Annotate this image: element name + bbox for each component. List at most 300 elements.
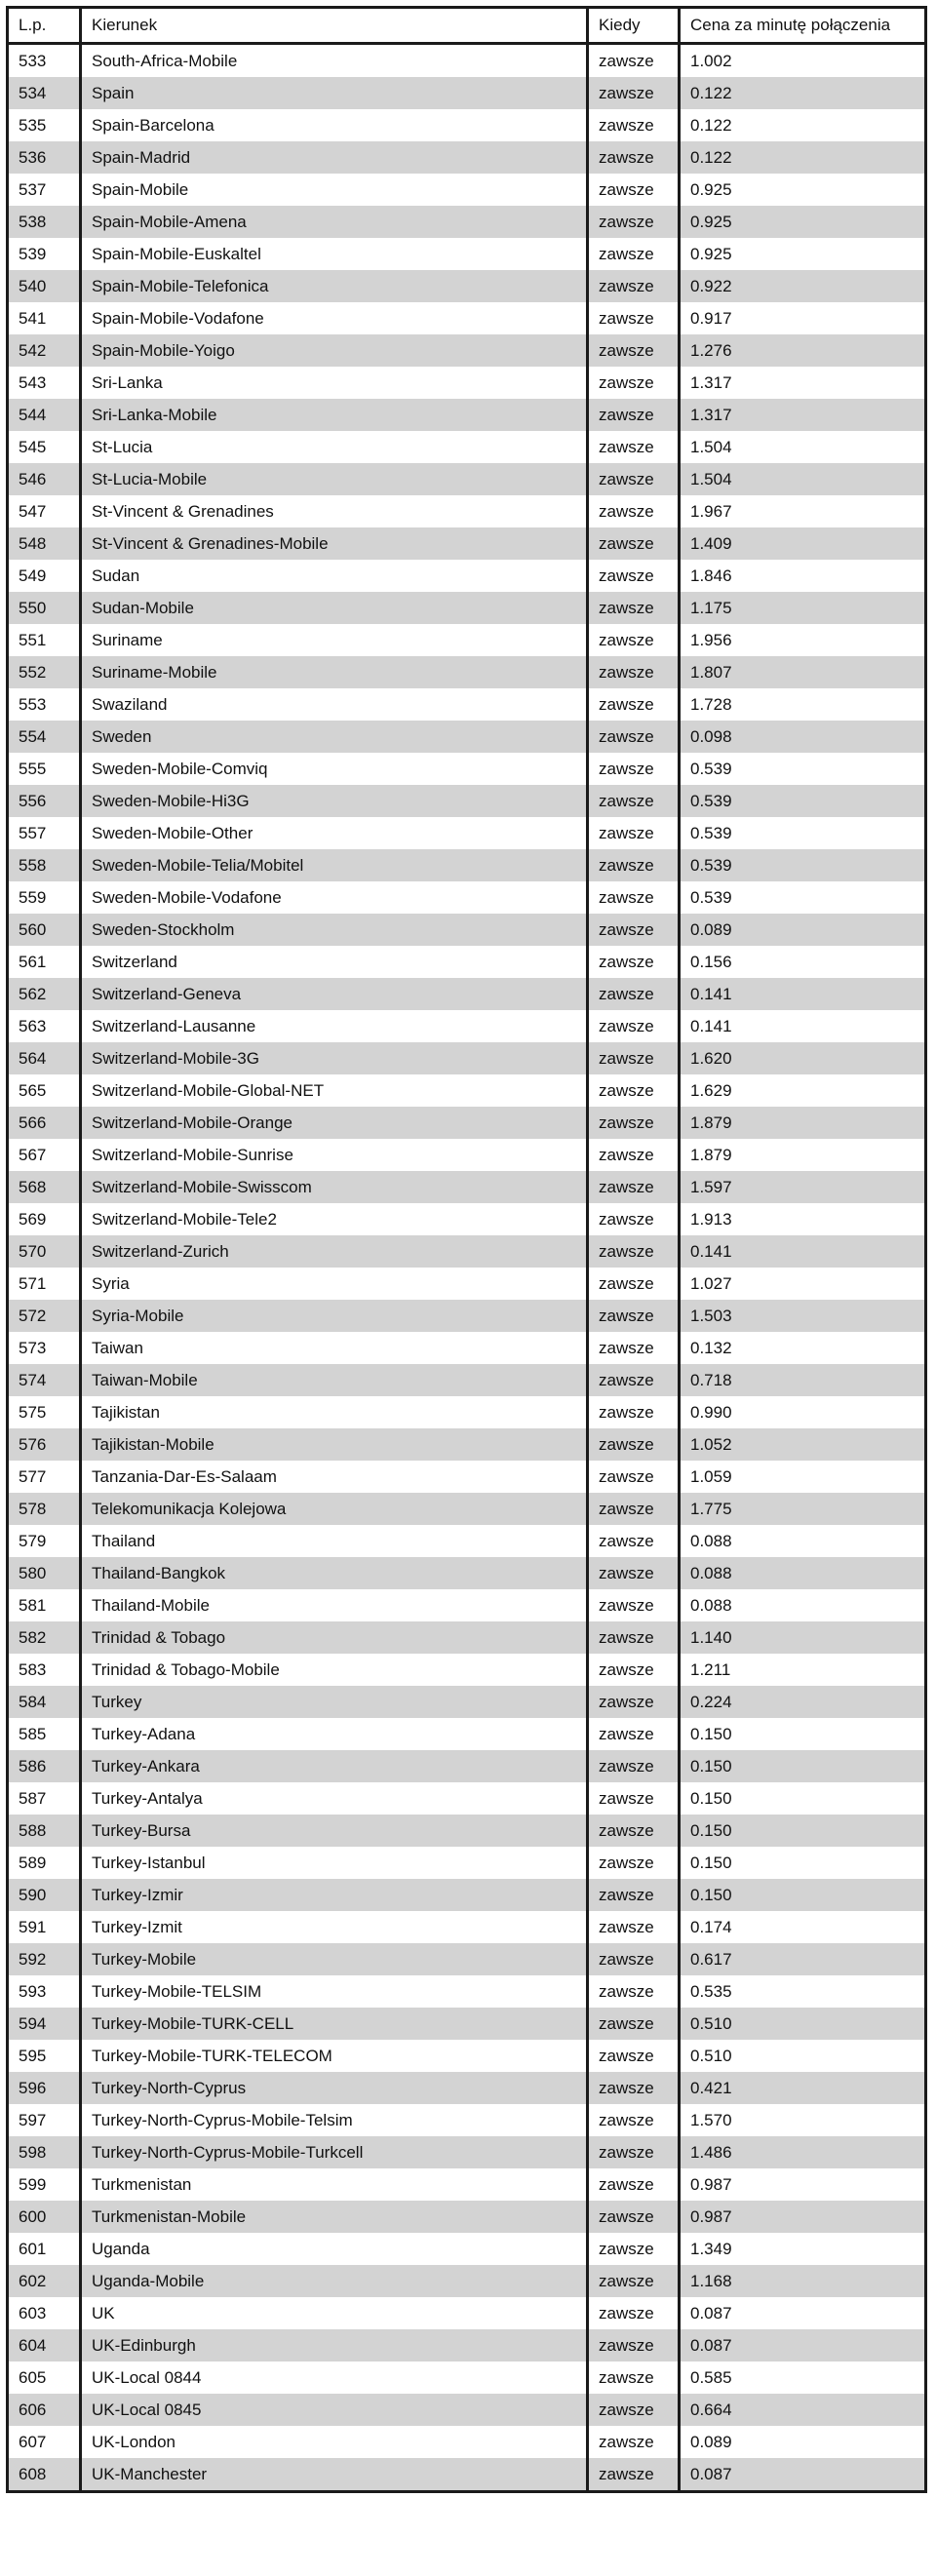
table-row (8, 2168, 926, 2201)
table-row (8, 1750, 926, 1782)
cell-lp: 574 (8, 1364, 81, 1396)
cell-lp: 579 (8, 1525, 81, 1557)
cell-when: zawsze (588, 334, 680, 367)
cell-when: zawsze (588, 1557, 680, 1589)
cell-price: 1.175 (680, 592, 926, 624)
cell-price: 0.539 (680, 881, 926, 914)
cell-direction: Switzerland-Mobile-3G (81, 1042, 588, 1074)
table-header (8, 8, 926, 44)
cell-direction: St-Lucia-Mobile (81, 463, 588, 495)
cell-lp: 592 (8, 1943, 81, 1975)
cell-lp: 552 (8, 656, 81, 688)
cell-price: 1.059 (680, 1461, 926, 1493)
table-row (8, 334, 926, 367)
cell-price: 1.052 (680, 1428, 926, 1461)
cell-direction: Sri-Lanka-Mobile (81, 399, 588, 431)
cell-lp: 535 (8, 109, 81, 141)
table-row (8, 656, 926, 688)
cell-price: 1.620 (680, 1042, 926, 1074)
cell-when: zawsze (588, 2361, 680, 2394)
table-row (8, 1975, 926, 2008)
cell-lp: 566 (8, 1107, 81, 1139)
cell-price: 1.211 (680, 1654, 926, 1686)
cell-lp: 581 (8, 1589, 81, 1621)
cell-when: zawsze (588, 1975, 680, 2008)
cell-direction: Spain-Barcelona (81, 109, 588, 141)
cell-when: zawsze (588, 1525, 680, 1557)
table-row (8, 1396, 926, 1428)
cell-direction: Spain-Mobile-Telefonica (81, 270, 588, 302)
cell-price: 0.585 (680, 2361, 926, 2394)
cell-price: 0.150 (680, 1879, 926, 1911)
cell-lp: 553 (8, 688, 81, 721)
cell-when: zawsze (588, 495, 680, 527)
cell-lp: 569 (8, 1203, 81, 1235)
table-row (8, 141, 926, 174)
cell-when: zawsze (588, 753, 680, 785)
cell-price: 0.664 (680, 2394, 926, 2426)
cell-direction: Turkey-Mobile-TURK-CELL (81, 2008, 588, 2040)
cell-when: zawsze (588, 914, 680, 946)
cell-price: 1.504 (680, 463, 926, 495)
cell-price: 0.098 (680, 721, 926, 753)
cell-when: zawsze (588, 1879, 680, 1911)
cell-price: 0.156 (680, 946, 926, 978)
cell-price: 1.879 (680, 1139, 926, 1171)
cell-direction: Spain-Mobile-Amena (81, 206, 588, 238)
cell-when: zawsze (588, 2040, 680, 2072)
cell-when: zawsze (588, 1203, 680, 1235)
cell-when: zawsze (588, 44, 680, 78)
cell-price: 1.597 (680, 1171, 926, 1203)
cell-lp: 587 (8, 1782, 81, 1815)
table-row (8, 1300, 926, 1332)
cell-price: 1.913 (680, 1203, 926, 1235)
cell-price: 0.122 (680, 109, 926, 141)
cell-price: 0.174 (680, 1911, 926, 1943)
cell-lp: 559 (8, 881, 81, 914)
cell-lp: 568 (8, 1171, 81, 1203)
cell-price: 1.317 (680, 367, 926, 399)
cell-when: zawsze (588, 1589, 680, 1621)
cell-direction: Turkey-Mobile-TELSIM (81, 1975, 588, 2008)
table-row (8, 77, 926, 109)
rates-table (6, 6, 927, 2493)
cell-when: zawsze (588, 2136, 680, 2168)
cell-when: zawsze (588, 1686, 680, 1718)
table-row (8, 463, 926, 495)
cell-price: 1.775 (680, 1493, 926, 1525)
cell-direction: South-Africa-Mobile (81, 44, 588, 78)
cell-lp: 565 (8, 1074, 81, 1107)
cell-when: zawsze (588, 431, 680, 463)
cell-direction: Sweden-Mobile-Telia/Mobitel (81, 849, 588, 881)
cell-when: zawsze (588, 527, 680, 560)
cell-direction: Switzerland-Mobile-Global-NET (81, 1074, 588, 1107)
cell-direction: Thailand (81, 1525, 588, 1557)
cell-when: zawsze (588, 656, 680, 688)
cell-price: 0.925 (680, 206, 926, 238)
cell-price: 1.486 (680, 2136, 926, 2168)
cell-lp: 607 (8, 2426, 81, 2458)
cell-price: 0.088 (680, 1589, 926, 1621)
cell-lp: 534 (8, 77, 81, 109)
cell-direction: Turkey-Ankara (81, 1750, 588, 1782)
cell-direction: Telekomunikacja Kolejowa (81, 1493, 588, 1525)
cell-lp: 580 (8, 1557, 81, 1589)
cell-direction: UK-Manchester (81, 2458, 588, 2492)
cell-direction: Turkey-Mobile-TURK-TELECOM (81, 2040, 588, 2072)
cell-when: zawsze (588, 1943, 680, 1975)
cell-lp: 537 (8, 174, 81, 206)
cell-when: zawsze (588, 238, 680, 270)
table-row (8, 238, 926, 270)
cell-price: 0.089 (680, 2426, 926, 2458)
cell-when: zawsze (588, 1010, 680, 1042)
cell-price: 0.150 (680, 1750, 926, 1782)
cell-price: 0.132 (680, 1332, 926, 1364)
cell-price: 0.917 (680, 302, 926, 334)
cell-lp: 591 (8, 1911, 81, 1943)
table-row (8, 817, 926, 849)
cell-lp: 572 (8, 1300, 81, 1332)
cell-direction: UK-Edinburgh (81, 2329, 588, 2361)
table-row (8, 2104, 926, 2136)
header-row (8, 8, 926, 44)
table-row (8, 1557, 926, 1589)
cell-price: 1.807 (680, 656, 926, 688)
cell-when: zawsze (588, 2233, 680, 2265)
cell-when: zawsze (588, 1074, 680, 1107)
cell-when: zawsze (588, 1396, 680, 1428)
cell-price: 0.922 (680, 270, 926, 302)
cell-direction: Spain-Mobile-Euskaltel (81, 238, 588, 270)
cell-price: 0.510 (680, 2008, 926, 2040)
cell-when: zawsze (588, 624, 680, 656)
cell-price: 0.150 (680, 1782, 926, 1815)
cell-when: zawsze (588, 2297, 680, 2329)
table-row (8, 946, 926, 978)
cell-lp: 590 (8, 1879, 81, 1911)
table-row (8, 2040, 926, 2072)
table-row (8, 2072, 926, 2104)
cell-when: zawsze (588, 1718, 680, 1750)
cell-lp: 556 (8, 785, 81, 817)
cell-when: zawsze (588, 367, 680, 399)
cell-price: 0.539 (680, 785, 926, 817)
table-row (8, 849, 926, 881)
cell-direction: Sri-Lanka (81, 367, 588, 399)
cell-lp: 599 (8, 2168, 81, 2201)
cell-when: zawsze (588, 1815, 680, 1847)
cell-lp: 576 (8, 1428, 81, 1461)
cell-when: zawsze (588, 2008, 680, 2040)
cell-price: 1.503 (680, 1300, 926, 1332)
cell-direction: Turkmenistan-Mobile (81, 2201, 588, 2233)
table-row (8, 1943, 926, 1975)
table-row (8, 302, 926, 334)
cell-price: 1.276 (680, 334, 926, 367)
cell-lp: 561 (8, 946, 81, 978)
cell-price: 0.718 (680, 1364, 926, 1396)
cell-direction: Spain-Mobile-Yoigo (81, 334, 588, 367)
cell-when: zawsze (588, 302, 680, 334)
cell-when: zawsze (588, 2072, 680, 2104)
cell-price: 1.967 (680, 495, 926, 527)
cell-lp: 598 (8, 2136, 81, 2168)
cell-direction: Sudan (81, 560, 588, 592)
cell-price: 0.535 (680, 1975, 926, 2008)
cell-when: zawsze (588, 1268, 680, 1300)
cell-price: 1.846 (680, 560, 926, 592)
cell-when: zawsze (588, 1107, 680, 1139)
cell-price: 0.421 (680, 2072, 926, 2104)
cell-direction: Taiwan (81, 1332, 588, 1364)
cell-when: zawsze (588, 721, 680, 753)
cell-when: zawsze (588, 1654, 680, 1686)
cell-direction: Uganda (81, 2233, 588, 2265)
cell-direction: Turkey-North-Cyprus (81, 2072, 588, 2104)
table-row (8, 2361, 926, 2394)
cell-direction: UK (81, 2297, 588, 2329)
table-row (8, 367, 926, 399)
cell-price: 0.150 (680, 1847, 926, 1879)
cell-direction: Switzerland-Geneva (81, 978, 588, 1010)
cell-direction: UK-London (81, 2426, 588, 2458)
cell-direction: Turkmenistan (81, 2168, 588, 2201)
cell-when: zawsze (588, 881, 680, 914)
cell-when: zawsze (588, 2104, 680, 2136)
cell-lp: 550 (8, 592, 81, 624)
cell-when: zawsze (588, 1493, 680, 1525)
cell-price: 1.140 (680, 1621, 926, 1654)
cell-lp: 602 (8, 2265, 81, 2297)
cell-price: 1.168 (680, 2265, 926, 2297)
cell-price: 0.150 (680, 1718, 926, 1750)
cell-lp: 597 (8, 2104, 81, 2136)
cell-direction: Suriname (81, 624, 588, 656)
cell-direction: Tajikistan-Mobile (81, 1428, 588, 1461)
cell-price: 1.728 (680, 688, 926, 721)
cell-lp: 589 (8, 1847, 81, 1879)
cell-direction: Thailand-Mobile (81, 1589, 588, 1621)
cell-lp: 593 (8, 1975, 81, 2008)
cell-price: 1.002 (680, 44, 926, 78)
cell-direction: Switzerland-Mobile-Swisscom (81, 1171, 588, 1203)
cell-direction: Sudan-Mobile (81, 592, 588, 624)
table-row (8, 2458, 926, 2492)
cell-when: zawsze (588, 1750, 680, 1782)
cell-lp: 596 (8, 2072, 81, 2104)
cell-when: zawsze (588, 1621, 680, 1654)
cell-direction: St-Vincent & Grenadines-Mobile (81, 527, 588, 560)
table-row (8, 1847, 926, 1879)
cell-lp: 600 (8, 2201, 81, 2233)
cell-price: 0.987 (680, 2168, 926, 2201)
cell-when: zawsze (588, 1461, 680, 1493)
cell-lp: 603 (8, 2297, 81, 2329)
cell-direction: Switzerland-Mobile-Tele2 (81, 1203, 588, 1235)
cell-lp: 560 (8, 914, 81, 946)
cell-when: zawsze (588, 1428, 680, 1461)
table-row (8, 109, 926, 141)
cell-lp: 555 (8, 753, 81, 785)
cell-price: 0.990 (680, 1396, 926, 1428)
header-when: Kiedy (588, 8, 680, 44)
cell-when: zawsze (588, 1332, 680, 1364)
cell-lp: 539 (8, 238, 81, 270)
table-row (8, 1686, 926, 1718)
table-row (8, 688, 926, 721)
cell-direction: Spain-Madrid (81, 141, 588, 174)
table-row (8, 1139, 926, 1171)
cell-lp: 547 (8, 495, 81, 527)
table-row (8, 1332, 926, 1364)
cell-price: 0.150 (680, 1815, 926, 1847)
cell-lp: 585 (8, 1718, 81, 1750)
cell-price: 1.317 (680, 399, 926, 431)
table-row (8, 2329, 926, 2361)
cell-lp: 543 (8, 367, 81, 399)
cell-direction: Turkey-North-Cyprus-Mobile-Turkcell (81, 2136, 588, 2168)
cell-lp: 595 (8, 2040, 81, 2072)
cell-lp: 578 (8, 1493, 81, 1525)
cell-when: zawsze (588, 141, 680, 174)
cell-price: 1.349 (680, 2233, 926, 2265)
cell-when: zawsze (588, 1782, 680, 1815)
table-row (8, 753, 926, 785)
cell-price: 1.504 (680, 431, 926, 463)
cell-when: zawsze (588, 2201, 680, 2233)
cell-price: 0.087 (680, 2297, 926, 2329)
cell-when: zawsze (588, 109, 680, 141)
cell-when: zawsze (588, 978, 680, 1010)
cell-when: zawsze (588, 2265, 680, 2297)
table-row (8, 1621, 926, 1654)
cell-direction: St-Vincent & Grenadines (81, 495, 588, 527)
cell-lp: 577 (8, 1461, 81, 1493)
cell-price: 0.617 (680, 1943, 926, 1975)
cell-direction: Turkey-Izmit (81, 1911, 588, 1943)
cell-lp: 541 (8, 302, 81, 334)
cell-direction: Switzerland-Mobile-Orange (81, 1107, 588, 1139)
cell-when: zawsze (588, 592, 680, 624)
table-row (8, 1461, 926, 1493)
table-row (8, 1171, 926, 1203)
cell-direction: Sweden-Mobile-Other (81, 817, 588, 849)
table-row (8, 914, 926, 946)
cell-direction: Switzerland-Mobile-Sunrise (81, 1139, 588, 1171)
cell-direction: Turkey-Istanbul (81, 1847, 588, 1879)
cell-direction: Tajikistan (81, 1396, 588, 1428)
cell-when: zawsze (588, 1911, 680, 1943)
cell-lp: 604 (8, 2329, 81, 2361)
cell-direction: St-Lucia (81, 431, 588, 463)
cell-price: 0.510 (680, 2040, 926, 2072)
table-row (8, 1428, 926, 1461)
cell-lp: 594 (8, 2008, 81, 2040)
cell-direction: Turkey-Antalya (81, 1782, 588, 1815)
cell-direction: Swaziland (81, 688, 588, 721)
cell-direction: Switzerland-Lausanne (81, 1010, 588, 1042)
cell-price: 1.956 (680, 624, 926, 656)
header-lp: L.p. (8, 8, 81, 44)
table-row (8, 2233, 926, 2265)
cell-when: zawsze (588, 399, 680, 431)
cell-when: zawsze (588, 2329, 680, 2361)
cell-lp: 582 (8, 1621, 81, 1654)
table-row (8, 1107, 926, 1139)
cell-lp: 573 (8, 1332, 81, 1364)
cell-price: 0.141 (680, 1010, 926, 1042)
cell-when: zawsze (588, 946, 680, 978)
cell-direction: Tanzania-Dar-Es-Salaam (81, 1461, 588, 1493)
table-row (8, 1493, 926, 1525)
cell-lp: 606 (8, 2394, 81, 2426)
table-row (8, 881, 926, 914)
cell-lp: 544 (8, 399, 81, 431)
cell-price: 0.141 (680, 978, 926, 1010)
cell-lp: 551 (8, 624, 81, 656)
cell-when: zawsze (588, 174, 680, 206)
cell-lp: 533 (8, 44, 81, 78)
cell-when: zawsze (588, 817, 680, 849)
table-row (8, 495, 926, 527)
cell-direction: Sweden (81, 721, 588, 753)
header-price: Cena za minutę połączenia (680, 8, 926, 44)
cell-price: 0.539 (680, 817, 926, 849)
cell-price: 0.539 (680, 753, 926, 785)
table-row (8, 2394, 926, 2426)
cell-lp: 563 (8, 1010, 81, 1042)
cell-price: 0.141 (680, 1235, 926, 1268)
table-row (8, 270, 926, 302)
cell-when: zawsze (588, 560, 680, 592)
table-row (8, 1654, 926, 1686)
table-row (8, 2136, 926, 2168)
table-row (8, 2265, 926, 2297)
table-row (8, 206, 926, 238)
table-row (8, 1911, 926, 1943)
cell-lp: 588 (8, 1815, 81, 1847)
cell-price: 0.088 (680, 1525, 926, 1557)
cell-price: 1.629 (680, 1074, 926, 1107)
cell-lp: 564 (8, 1042, 81, 1074)
cell-lp: 570 (8, 1235, 81, 1268)
cell-direction: Spain-Mobile-Vodafone (81, 302, 588, 334)
cell-direction: Turkey-Mobile (81, 1943, 588, 1975)
cell-when: zawsze (588, 1042, 680, 1074)
table-row (8, 978, 926, 1010)
cell-lp: 567 (8, 1139, 81, 1171)
cell-lp: 601 (8, 2233, 81, 2265)
cell-direction: Sweden-Mobile-Hi3G (81, 785, 588, 817)
cell-lp: 583 (8, 1654, 81, 1686)
table-row (8, 1589, 926, 1621)
cell-direction: UK-Local 0844 (81, 2361, 588, 2394)
cell-direction: Switzerland (81, 946, 588, 978)
table-row (8, 527, 926, 560)
cell-when: zawsze (588, 688, 680, 721)
cell-lp: 536 (8, 141, 81, 174)
cell-when: zawsze (588, 1171, 680, 1203)
cell-price: 0.122 (680, 141, 926, 174)
cell-direction: Syria (81, 1268, 588, 1300)
cell-lp: 548 (8, 527, 81, 560)
header-direction: Kierunek (81, 8, 588, 44)
cell-direction: Thailand-Bangkok (81, 1557, 588, 1589)
cell-when: zawsze (588, 206, 680, 238)
